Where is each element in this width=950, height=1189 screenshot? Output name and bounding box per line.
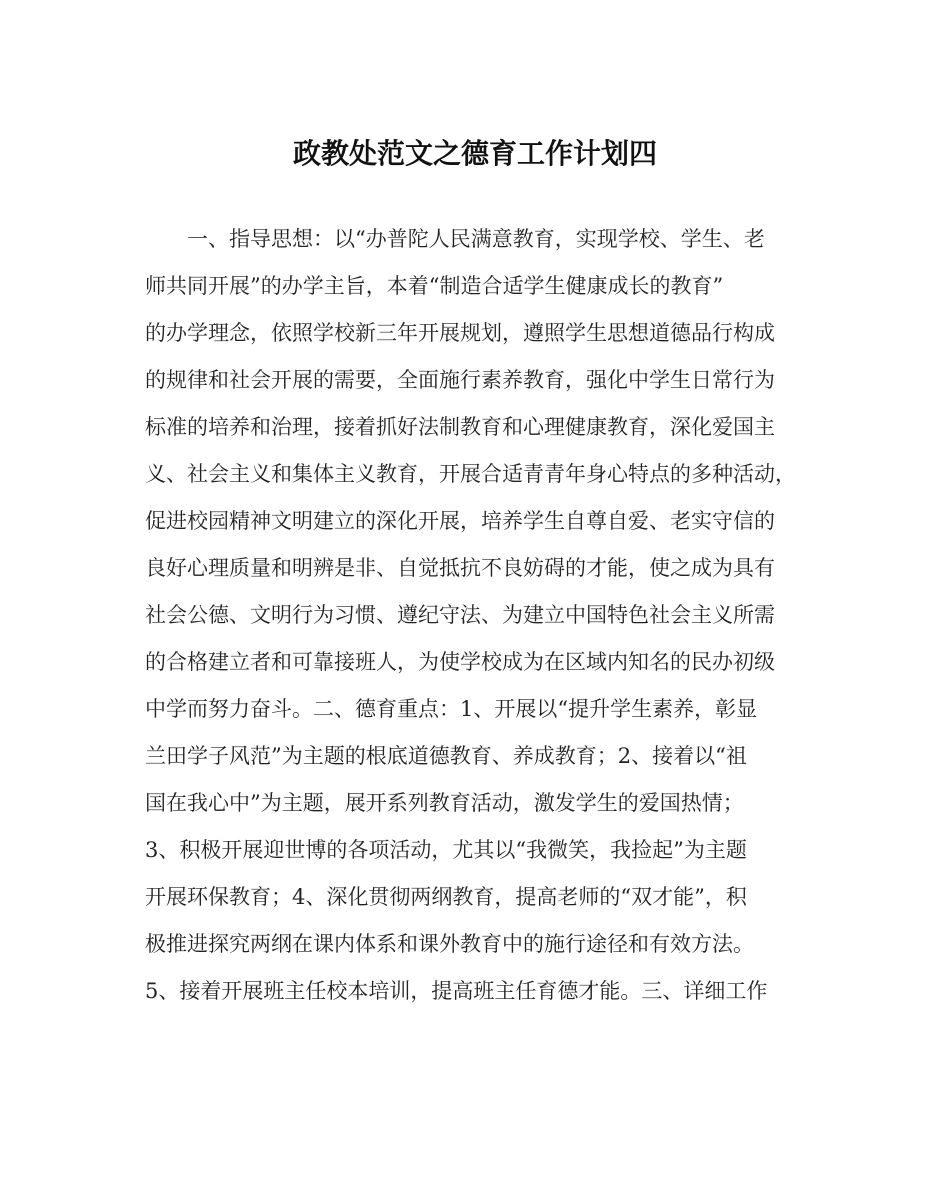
document-title: 政教处范文之德育工作计划四 [292, 137, 657, 170]
body-line: 社会公德、文明行为习惯、遵纪守法、为建立中国特色社会主义所需 [145, 603, 775, 627]
body-line: 良好心理质量和明辨是非、自觉抵抗不良妨碍的才能，使之成为具有 [145, 556, 775, 580]
body-line: 兰田学子风范”为主题的根底道德教育、养成教育；2、接着以“祖 [145, 744, 747, 768]
body-line: 极推进探究两纲在课内体系和课外教育中的施行途径和有效方法。 [145, 932, 754, 956]
body-line: 的合格建立者和可靠接班人，为使学校成为在区域内知名的民办初级 [145, 650, 775, 674]
body-line: 3、积极开展迎世博的各项活动，尤其以“我微笑，我捡起”为主题 [145, 838, 747, 862]
body-line: 师共同开展”的办学主旨，本着“制造合适学生健康成长的教育” [145, 274, 724, 298]
body-line: 标准的培养和治理，接着抓好法制教育和心理健康教育，深化爱国主 [145, 415, 775, 439]
body-line: 开展环保教育；4、深化贯彻两纲教育，提高老师的“双才能”，积 [145, 885, 747, 909]
body-line: 一、指导思想：以“办普陀人民满意教育，实现学校、学生、老 [145, 227, 765, 251]
body-line: 国在我心中”为主题，展开系列教育活动，激发学生的爱国热情； [145, 791, 744, 815]
body-line: 中学而努力奋斗。二、德育重点：1、开展以“提升学生素养，彰显 [145, 697, 758, 721]
body-line: 的办学理念，依照学校新三年开展规划，遵照学生思想道德品行构成 [145, 321, 775, 345]
body-line: 5、接着开展班主任校本培训，提高班主任育德才能。三、详细工作 [145, 979, 768, 1003]
body-line: 促进校园精神文明建立的深化开展，培养学生自尊自爱、老实守信的 [145, 509, 775, 533]
body-line: 义、社会主义和集体主义教育，开展合适青青年身心特点的多种活动， [145, 462, 796, 486]
body-line: 的规律和社会开展的需要，全面施行素养教育，强化中学生日常行为 [145, 368, 775, 392]
